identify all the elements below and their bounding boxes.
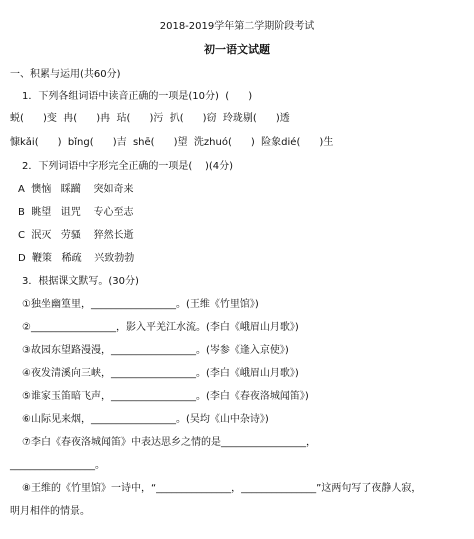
q2-option-d: D 鞭策 稀疏 兴致勃勃 [18,253,135,264]
q3-item-7: ⑦李白《春夜洛城闻笛》中表达思乡之情的是_________________， [22,437,316,448]
q2-option-c: C 泯灭 劳骚 猝然长逝 [18,230,134,241]
q1-line-a: 蜕( )变 冉( )冉 玷( )污 扒( )窃 玲珑剔( )透 [10,113,290,124]
q3-item-2: ②_________________，影入平羌江水流。(李白《峨眉山月歌》) [22,322,299,333]
q3-item-1: ①独坐幽篁里，_________________。(王维《竹里馆》) [22,299,259,310]
exam-header: 2018-2019学年第二学期阶段考试 [159,21,315,32]
section-heading: 一、积累与运用(共60分) [10,69,121,80]
q3-item-8-cont: 明月相伴的情景。 [10,506,90,517]
q3-item-7-cont: _________________。 [10,460,105,471]
q3-item-3: ③故园东望路漫漫，_________________。(岑参《逢入京使》) [22,345,289,356]
q3-item-8: ⑧王维的《竹里馆》一诗中，“_______________，_______________”这两句写了夜静人寂， [22,483,422,494]
q3-stem: 3．根据课文默写。(30分) [22,276,139,287]
q2-option-b: B 眺望 诅咒 专心至志 [18,207,134,218]
q3-item-4: ④夜发清溪向三峡，_________________。(李白《峨眉山月歌》) [22,368,299,379]
q1-line-b: 慷kǎi( ) bǐng( )吉 shē( )望 洗zhuó( ) 险象dié( )生 [10,137,334,148]
q2-stem: 2．下列词语中字形完全正确的一项是( )(4分) [22,161,234,172]
q3-item-5: ⑤谁家玉笛暗飞声，_________________。(李白《春夜洛城闻笛》) [22,391,309,402]
q3-item-6: ⑥山际见来烟，_________________。(吴均《山中杂诗》) [22,414,269,425]
exam-title: 初一语文试题 [204,43,270,56]
q2-option-a: A 懊恼 睬躏 突如奇来 [18,184,134,195]
q1-stem: 1．下列各组词语中读音正确的一项是(10分) ( ) [22,91,253,102]
